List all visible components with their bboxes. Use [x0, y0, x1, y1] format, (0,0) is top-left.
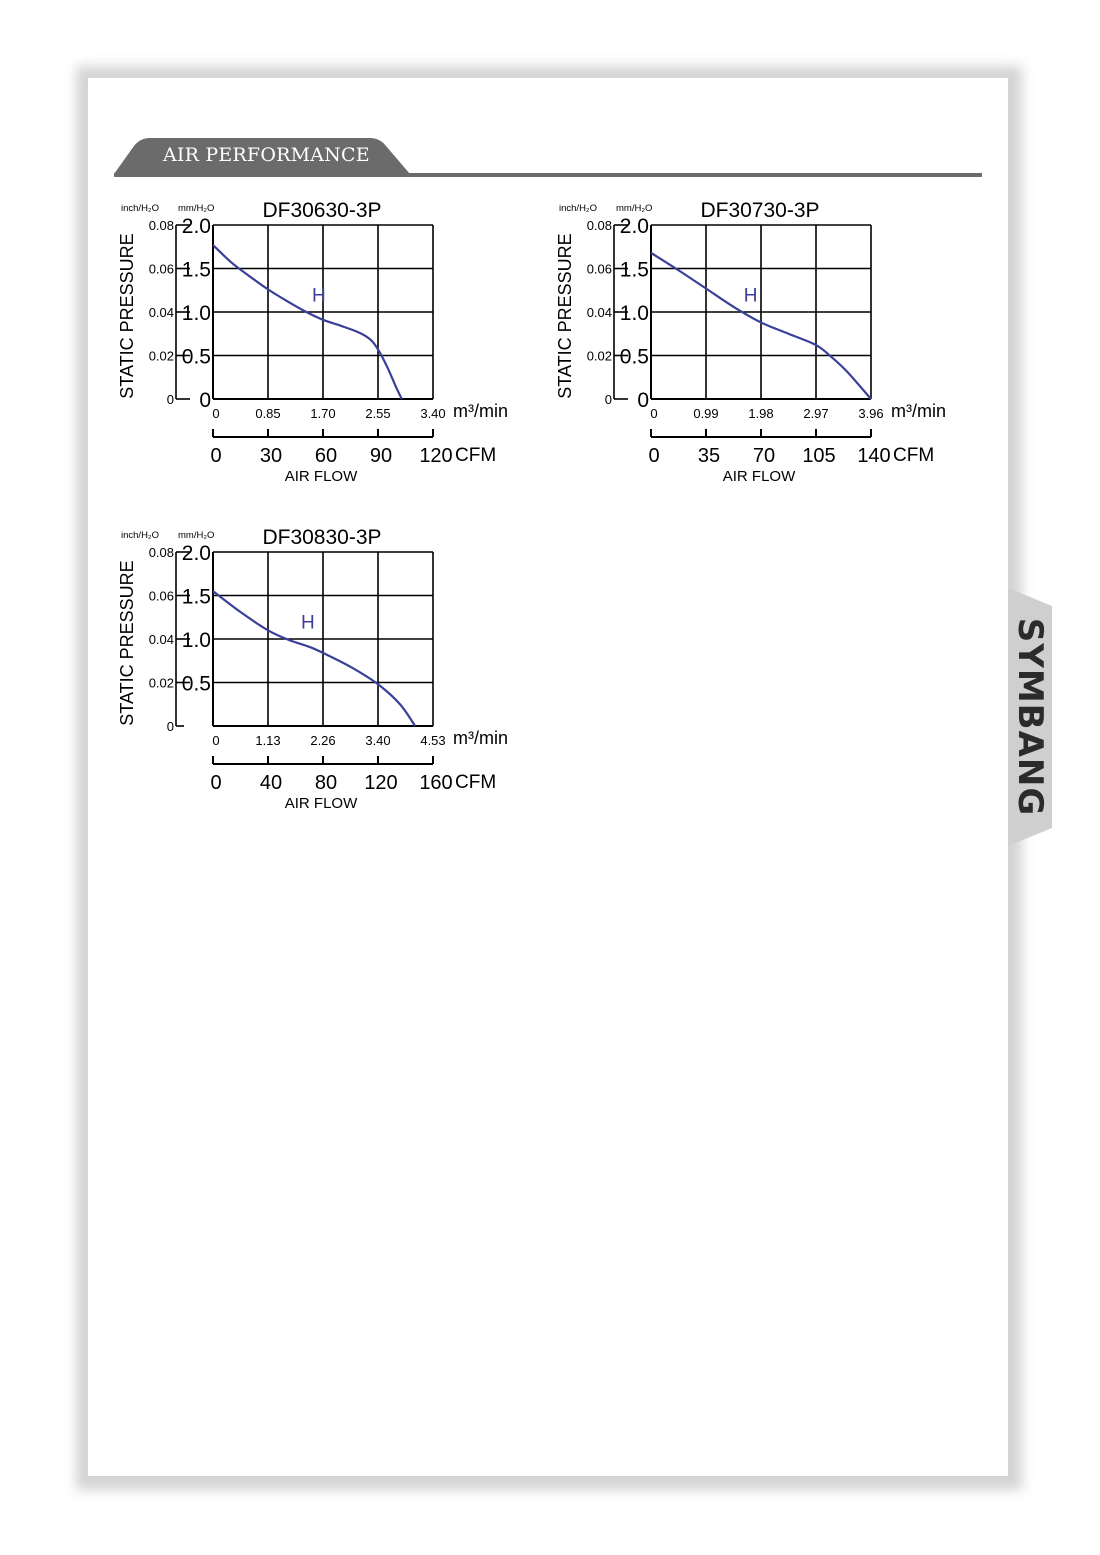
y-tick-label-mm: 2.0	[181, 215, 211, 238]
y-tick-label-inch: 0	[604, 392, 612, 407]
x-tick-label-m3: 3.40	[365, 733, 391, 748]
x-unit-m3: m³/min	[891, 401, 946, 421]
series-line-h	[213, 591, 415, 726]
y-axis-label: STATIC PRESSURE	[117, 233, 137, 399]
y-tick-label-inch: 0.02	[148, 348, 174, 364]
y-unit-inch: inch/H₂O	[559, 203, 598, 214]
y-tick-label-mm: 2.0	[181, 542, 211, 565]
y-tick-label-mm: 1.0	[181, 629, 211, 652]
y-tick-label-mm: 0	[637, 389, 649, 412]
y-tick-label-inch: 0	[166, 719, 174, 734]
curve-label: H	[312, 285, 326, 307]
y-tick-label-mm: 0.5	[619, 345, 649, 369]
x-unit-cfm: CFM	[455, 445, 497, 466]
y-tick-label-inch: 0.02	[586, 348, 612, 364]
y-tick-label-mm: 2.0	[619, 215, 649, 238]
y-tick-label-mm: 1.5	[181, 258, 211, 282]
y-unit-inch: inch/H₂O	[121, 203, 160, 214]
x-tick-label-cfm: 0	[210, 445, 222, 467]
brand-logo: SYMBANG	[1010, 617, 1050, 817]
y-tick-label-inch: 0.06	[148, 588, 174, 604]
x-tick-label-cfm: 30	[259, 445, 283, 467]
section-title: AIR PERFORMANCE	[163, 144, 370, 166]
x-tick-label-cfm: 160	[419, 772, 453, 794]
x-tick-label-m3: 0	[212, 733, 220, 748]
curve-label: H	[743, 285, 758, 307]
y-tick-label-inch: 0.04	[586, 305, 612, 320]
x-tick-label-m3: 2.55	[365, 406, 391, 421]
x-tick-label-cfm: 60	[314, 445, 338, 467]
y-tick-label-mm: 1.5	[619, 258, 649, 282]
y-unit-inch: inch/H₂O	[121, 530, 160, 541]
y-tick-label-inch: 0.06	[148, 261, 174, 277]
x-tick-label-cfm: 140	[857, 445, 891, 467]
y-tick-label-mm: 1.5	[181, 585, 211, 609]
x-unit-cfm: CFM	[455, 772, 497, 793]
x-tick-label-m3: 1.98	[748, 406, 774, 421]
y-tick-label-mm: 0	[199, 389, 211, 412]
y-tick-label-inch: 0.08	[148, 545, 174, 560]
curve-label: H	[301, 612, 315, 634]
x-tick-label-cfm: 120	[364, 772, 398, 794]
x-axis-label: AIR FLOW	[284, 795, 358, 812]
chart-title: DF30730-3P	[700, 199, 820, 222]
y-axis-label: STATIC PRESSURE	[555, 233, 575, 399]
y-tick-label-mm: 1.0	[181, 302, 211, 325]
y-tick-label-mm: 0.5	[181, 345, 211, 369]
x-tick-label-m3: 0	[212, 406, 220, 421]
y-tick-label-inch: 0.06	[586, 261, 612, 277]
x-tick-label-m3: 2.97	[803, 406, 829, 421]
x-tick-label-m3: 0	[650, 406, 658, 421]
x-tick-label-cfm: 120	[419, 445, 453, 467]
x-tick-label-m3: 1.13	[255, 733, 281, 748]
x-tick-label-m3: 3.40	[420, 406, 446, 421]
x-axis-label: AIR FLOW	[284, 468, 358, 485]
x-tick-label-cfm: 0	[648, 445, 660, 467]
chart-title: DF30830-3P	[262, 526, 382, 549]
y-unit-mm: mm/H₂O	[616, 203, 653, 214]
x-tick-label-cfm: 0	[210, 772, 222, 794]
x-tick-label-m3: 2.26	[310, 733, 336, 748]
y-unit-mm: mm/H₂O	[178, 530, 215, 541]
y-tick-label-inch: 0.08	[148, 218, 174, 233]
x-unit-cfm: CFM	[893, 445, 935, 466]
y-tick-label-mm: 0.5	[181, 672, 211, 696]
y-unit-mm: mm/H₂O	[178, 203, 215, 214]
x-unit-m3: m³/min	[453, 728, 508, 748]
x-tick-label-cfm: 70	[752, 445, 776, 467]
x-tick-label-m3: 1.70	[310, 406, 336, 421]
chart-title: DF30630-3P	[262, 199, 382, 222]
x-tick-label-cfm: 80	[314, 772, 338, 794]
y-tick-label-inch: 0.04	[148, 632, 174, 647]
x-unit-m3: m³/min	[453, 401, 508, 421]
y-tick-label-inch: 0.04	[148, 305, 174, 320]
x-tick-label-m3: 0.99	[693, 406, 719, 421]
x-tick-label-cfm: 90	[369, 445, 393, 467]
x-tick-label-cfm: 35	[697, 445, 721, 467]
y-tick-label-inch: 0.02	[148, 675, 174, 691]
x-tick-label-cfm: 105	[802, 445, 836, 467]
y-axis-label: STATIC PRESSURE	[117, 560, 137, 726]
x-tick-label-cfm: 40	[259, 772, 283, 794]
y-tick-label-inch: 0.08	[586, 218, 612, 233]
y-tick-label-mm: 1.0	[619, 302, 649, 325]
y-tick-label-inch: 0	[166, 392, 174, 407]
x-tick-label-m3: 4.53	[420, 733, 446, 748]
x-tick-label-m3: 3.96	[858, 406, 884, 421]
x-axis-label: AIR FLOW	[722, 468, 796, 485]
x-tick-label-m3: 0.85	[255, 406, 281, 421]
